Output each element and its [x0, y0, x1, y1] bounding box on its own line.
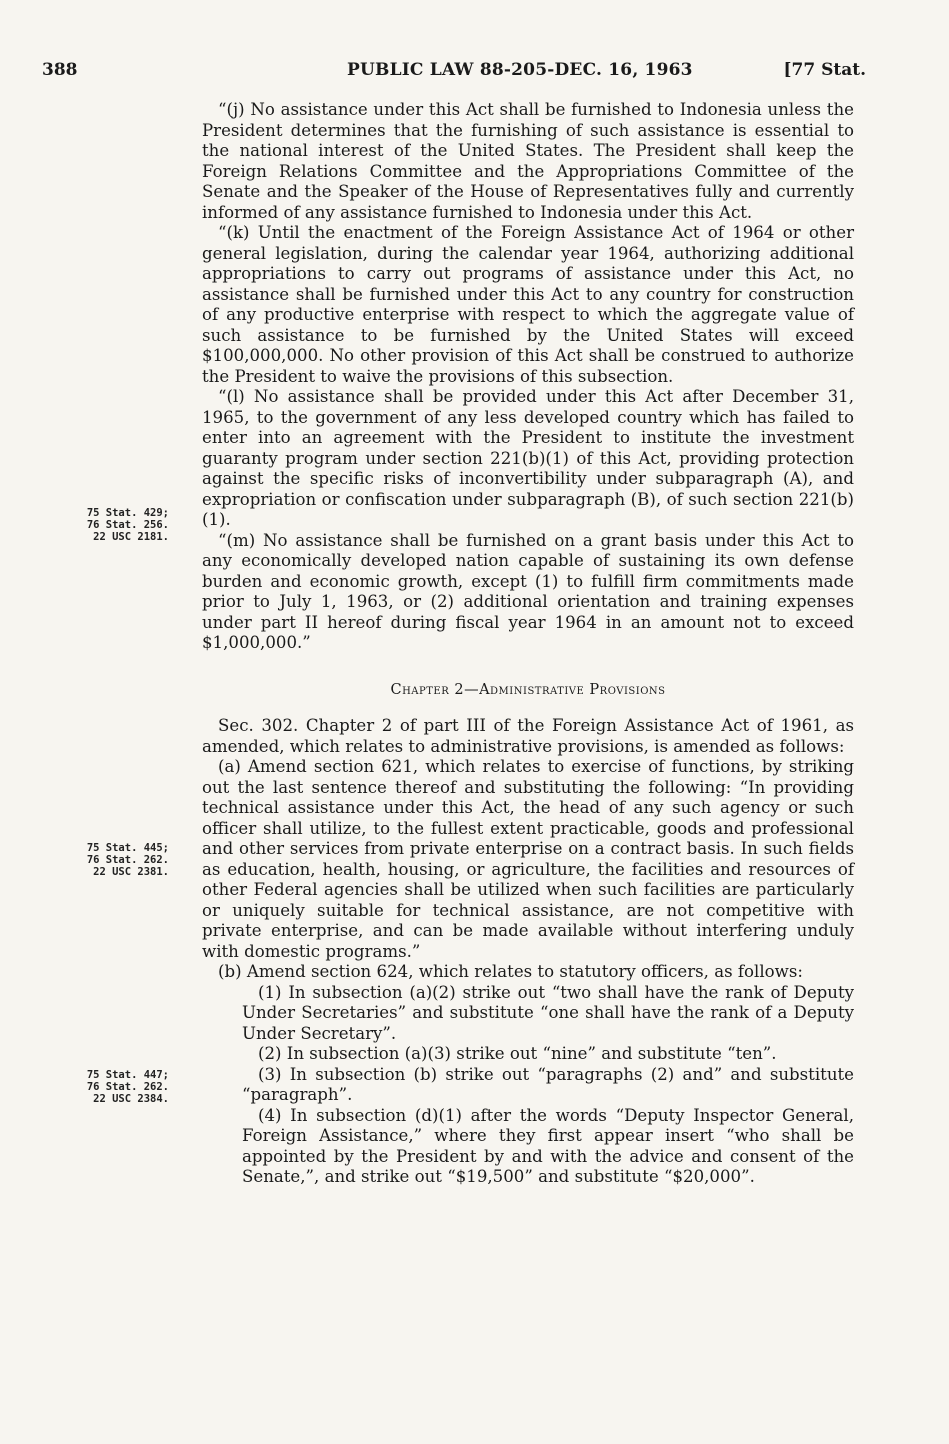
margin-citation: 75 Stat. 447; 76 Stat. 262. 22 USC 2384. [86, 1069, 169, 1105]
margin-citation: 75 Stat. 429; 76 Stat. 256. 22 USC 2181. [86, 507, 169, 543]
chapter-heading: Chapter 2—Administrative Provisions [390, 681, 666, 698]
paragraph-k: “(k) Until the enactment of the Foreign Assistance Act of 1964 or other general legislation, during the calendar year 1964, authorizing additional appropriations to carry out programs of assistance under this Act, no assistance shall be furnished under this Act to any country for construction of any productive enterprise with respect to which the aggregate value of such assistance to be furnished by the United States will exceed $100,000,000. No other provision of this Act shall be construed to authorize the President to waive the provisions of this subsection. [202, 223, 854, 386]
amendment-a: (a) Amend section 621, which relates to exercise of functions, by striking out the last sentence thereof and substituting the following: “In providing technical assistance under this Act, the head of any such agency or such officer shall utilize, to the fullest extent practicable, goods and professional and other services from private enterprise on a contract basis. In such fields as education, health, housing, or agriculture, the facilities and resources of other Federal agencies shall be utilized when such facilities are particularly or uniquely suitable for technical assistance, are not competitive with private enterprise, and can be made available without interfering unduly with domestic programs.” [202, 757, 854, 961]
running-title: PUBLIC LAW 88-205-DEC. 16, 1963 [347, 60, 693, 80]
statute-volume: [77 Stat. [783, 60, 866, 80]
margin-citation: 75 Stat. 445; 76 Stat. 262. 22 USC 2381. [86, 842, 169, 878]
amendment-b: (b) Amend section 624, which relates to statutory officers, as follows: [218, 962, 803, 981]
subparagraph-4: (4) In subsection (d)(1) after the words “Deputy Inspector General, Foreign Assistance,” where they first appear insert “who shall be appointed by the President by and with the advice and consent of the Senate,”, and strike out “$19,500” and substitute “$20,000”. [242, 1105, 854, 1186]
section-302-intro: Sec. 302. Chapter 2 of part III of the Foreign Assistance Act of 1961, as amended, which relates to administrative provisions, is amended as follows: [202, 716, 854, 756]
paragraph-m: “(m) No assistance shall be furnished on a grant basis under this Act to any economically developed nation capable of sustaining its own defense burden and economic growth, except (1) to fulfill firm commitments made prior to July 1, 1963, or (2) additional orientation and training expenses under part II hereof during fiscal year 1964 in an amount not to exceed $1,000,000.” [202, 530, 854, 652]
page-number: 388 [42, 60, 78, 80]
paragraph-l: “(l) No assistance shall be provided under this Act after December 31, 1965, to the government of any less developed country which has failed to enter into an agreement with the President to institute the investment guaranty program under section 221(b)(1) of this Act, providing protection against the specific risks of inconvertibility under subparagraph (A), and expropriation or confiscation under subparagraph (B), of such section 221(b)(1). [202, 387, 854, 529]
subparagraph-1: (1) In subsection (a)(2) strike out “two shall have the rank of Deputy Under Secretaries” and substitute “one shall have the rank of a Deputy Under Secretary”. [242, 982, 854, 1043]
body-text [202, 100, 854, 1188]
page-header [42, 60, 866, 84]
subparagraph-2: (2) In subsection (a)(3) strike out “nine” and substitute “ten”. [258, 1044, 777, 1063]
subparagraph-3: (3) In subsection (b) strike out “paragraphs (2) and” and substitute “paragraph”. [242, 1064, 854, 1104]
paragraph-j: “(j) No assistance under this Act shall be furnished to Indonesia unless the President determines that the furnishing of such assistance is essential to the national interest of the United States. The President shall keep the Foreign Relations Committee and the Appropriations Committee of the Senate and the Speaker of the House of Representatives fully and currently informed of any assistance furnished to Indonesia under this Act. [202, 100, 854, 222]
